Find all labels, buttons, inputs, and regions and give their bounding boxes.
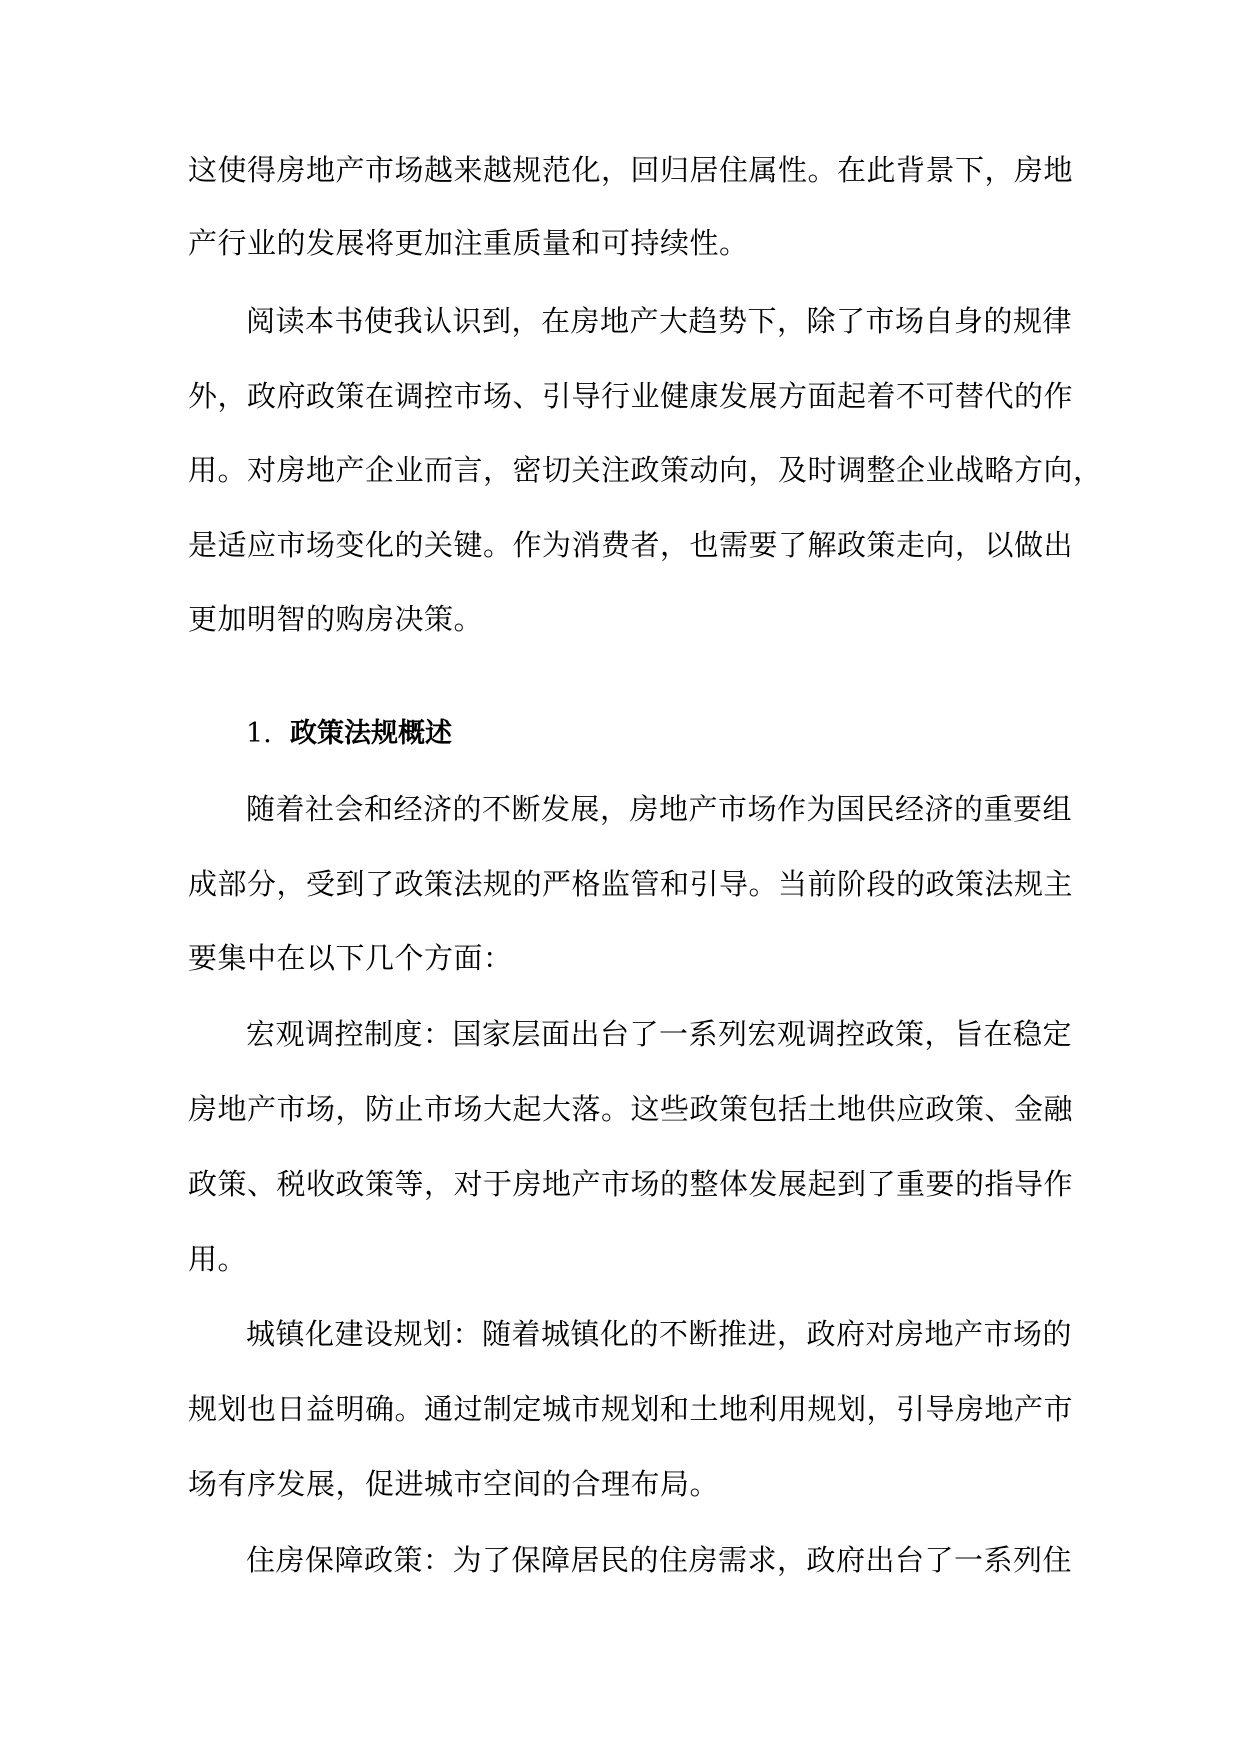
text-line: 用。 [188, 1242, 248, 1276]
text-line: 城镇化建设规划：随着城镇化的不断推进，政府对房地产市场的 [246, 1317, 1073, 1351]
text-line: 规划也日益明确。通过制定城市规划和土地利用规划，引导房地产市 [188, 1392, 1074, 1426]
section-title: 政策法规概述 [290, 718, 452, 749]
text-line: 外，政府政策在调控市场、引导行业健康发展方面起着不可替代的作 [188, 379, 1074, 413]
text-line: 政策、税收政策等，对于房地产市场的整体发展起到了重要的指导作 [188, 1167, 1074, 1201]
text-line: 要集中在以下几个方面： [188, 941, 513, 975]
text-line: 随着社会和经济的不断发展，房地产市场作为国民经济的重要组 [246, 792, 1073, 826]
text-line: 是适应市场变化的关键。作为消费者，也需要了解政策走向，以做出 [188, 528, 1074, 562]
text-line: 宏观调控制度：国家层面出台了一系列宏观调控政策，旨在稳定 [246, 1017, 1073, 1051]
text-line: 产行业的发展将更加注重质量和可持续性。 [188, 226, 749, 260]
text-line: 这使得房地产市场越来越规范化，回归居住属性。在此背景下，房地 [188, 153, 1074, 187]
text-line: 房地产市场，防止市场大起大落。这些政策包括土地供应政策、金融 [188, 1092, 1074, 1126]
section-heading [246, 716, 452, 752]
text-line: 成部分，受到了政策法规的严格监管和引导。当前阶段的政策法规主 [188, 867, 1074, 901]
text-line: 用。对房地产企业而言，密切关注政策动向，及时调整企业战略方向， [188, 453, 1103, 487]
text-line: 更加明智的购房决策。 [188, 602, 484, 636]
text-line: 场有序发展，促进城市空间的合理布局。 [188, 1467, 720, 1501]
text-line: 阅读本书使我认识到，在房地产大趋势下，除了市场自身的规律 [246, 304, 1073, 338]
section-number: 1. [246, 718, 272, 749]
text-line: 住房保障政策：为了保障居民的住房需求，政府出台了一系列住 [246, 1543, 1073, 1577]
